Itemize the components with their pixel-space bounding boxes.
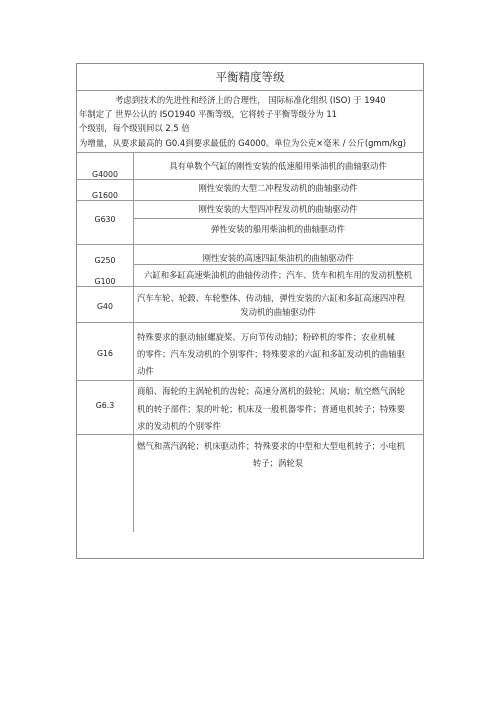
intro-line-1: 考虑到技术的先进性和经济上的合理性， 国际标准化组织 (ISO) 于 1940 [115, 95, 386, 105]
desc-g6-3-line-1: 商船、海轮的主涡轮机的齿轮；高速分离机的鼓轮；风扇；航空燃气涡轮 [137, 386, 405, 396]
grade-g250: G250 [94, 256, 116, 265]
desc-g16-line-2: 的零件；汽车发动机的个别零件；特殊要求的六缸和多缸发动机的曲轴驱 [137, 349, 405, 359]
desc-g6-3-line-3: 求的发动机的个别零件 [137, 421, 221, 431]
divider [133, 264, 423, 265]
desc-g16-line-1: 特殊要求的驱动轴(螺旋桨、万向节传动轴)；粉碎机的零件；农业机械 [137, 332, 395, 342]
divider [133, 218, 423, 219]
desc-g100: 六缸和多缸高速柴油机的曲轴传动件；汽车、货车和机车用的发动机整机 [144, 270, 412, 280]
desc-g40-line-2: 发动机的曲轴驱动件 [240, 307, 316, 317]
divider [77, 200, 423, 201]
divider [77, 434, 423, 435]
grade-g1600: G1600 [92, 191, 118, 200]
desc-g250: 刚性安装的高速四缸柴油机的曲轴驱动件 [202, 253, 354, 263]
grade-g100: G100 [94, 277, 116, 286]
divider [77, 179, 423, 180]
intro-line-3: 个级别，每个级别间以 2.5 倍 [79, 123, 190, 133]
intro-line-2: 年制定了 世界公认的 ISO1940 平衡等级，它将转子平衡等级分为 11 [79, 109, 337, 119]
divider [77, 286, 423, 287]
grade-g40: G40 [97, 302, 113, 311]
desc-g630-a: 刚性安装的大型四冲程发动机的曲轴驱动件 [198, 204, 358, 214]
divider [77, 152, 423, 153]
table-title: 平衡精度等级 [215, 70, 285, 84]
divider [77, 322, 423, 323]
desc-g2-5-line-2: 转子；涡轮泵 [252, 458, 304, 468]
desc-g6-3-line-2: 机的转子部件；泵的叶轮；机床及一般机器零件；普通电机转子；特殊要 [137, 404, 405, 414]
intro-line-4: 为增量，从要求最高的 G0.4到要求最低的 G4000。单位为公克×毫米 / 公斤(gmm/kg) [79, 138, 407, 148]
desc-g16-line-3: 动件 [137, 366, 154, 376]
grade-g4000: G4000 [92, 170, 118, 179]
desc-g1600: 刚性安装的大型二冲程发动机的曲轴驱动件 [198, 183, 358, 193]
desc-g4000: 具有单数个气缸的刚性安装的低速船用柴油机的曲轴驱动件 [169, 161, 387, 171]
grade-g630: G630 [94, 215, 116, 224]
desc-g2-5-line-1: 燃气和蒸汽涡轮；机床驱动件；特殊要求的中型和大型电机转子；小电机 [137, 441, 405, 451]
desc-g630-b: 弹性安装的船用柴油机的曲轴驱动件 [211, 224, 345, 234]
balance-grade-table [76, 63, 424, 559]
divider [77, 90, 423, 91]
grade-g16: G16 [97, 349, 113, 358]
desc-g40-line-1: 汽车车轮、轮毂、车轮整体、传动轴，弹性安装的六缸和多缸高速四冲程 [137, 293, 405, 303]
divider [77, 244, 423, 245]
grade-g6-3: G6.3 [95, 401, 115, 410]
divider [77, 380, 423, 381]
